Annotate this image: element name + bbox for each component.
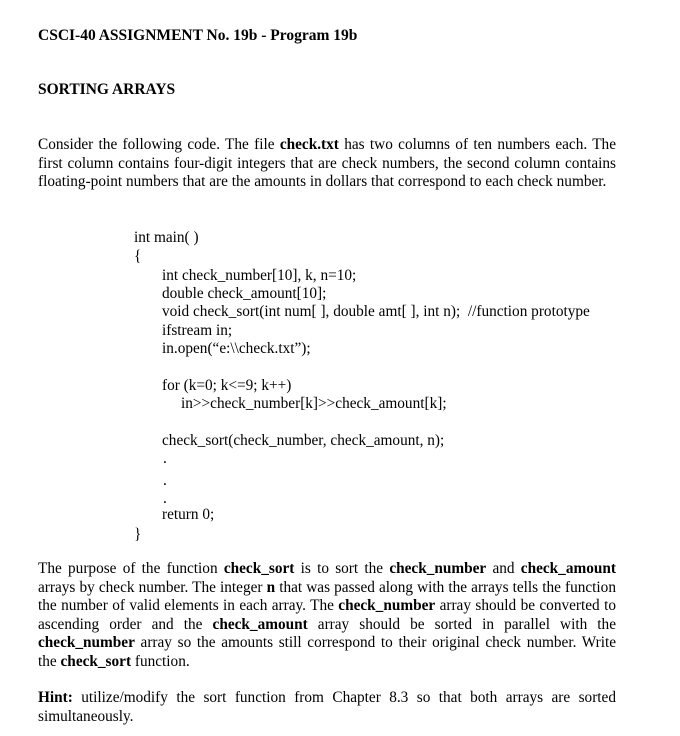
purpose-text: array so the amounts still correspond to their original check number. Write the xyxy=(38,634,616,670)
code-line-5: in.open(“e:\\check.txt”); xyxy=(162,340,311,357)
purpose-bold-term: check_amount xyxy=(520,560,616,577)
purpose-text: array should be converted to ascending order and the xyxy=(38,597,616,633)
purpose-bold-term: check_sort xyxy=(60,652,132,670)
purpose-text: arrays by check number. The integer xyxy=(38,578,267,596)
hint-label: Hint: xyxy=(38,689,73,706)
purpose-text: that was passed along with the arrays tells the function the number of valid elements in each array. The xyxy=(38,578,616,614)
section-title: SORTING ARRAYS xyxy=(38,81,176,98)
code-for-body: in>>check_number[k]>>check_amount[k]; xyxy=(181,395,447,412)
hint-text: utilize/modify the sort function from Chapter 8.3 so that both arrays are sorted simultaneously. xyxy=(38,689,616,725)
code-line-2: double check_amount[10]; xyxy=(162,285,327,302)
code-ellipsis-dot-3: . xyxy=(163,490,167,507)
purpose-text: array should be sorted in parallel with the xyxy=(307,615,616,633)
code-open-brace: { xyxy=(134,248,142,265)
purpose-text: is to sort the xyxy=(294,560,390,577)
purpose-text: and xyxy=(486,560,521,577)
purpose-bold-term: check_number xyxy=(389,560,487,577)
hint-paragraph xyxy=(38,689,616,726)
code-ellipsis-dot-1: . xyxy=(163,450,167,467)
code-close-brace: } xyxy=(134,526,142,543)
code-line-4: ifstream in; xyxy=(162,322,233,339)
purpose-bold-term: check_number xyxy=(338,597,436,614)
code-return: return 0; xyxy=(162,506,215,523)
intro-filename: check.txt xyxy=(279,136,339,153)
code-line-1: int check_number[10], k, n=10; xyxy=(162,267,357,284)
purpose-bold-term: check_amount xyxy=(212,615,308,633)
intro-text-1: Consider the following code. The file xyxy=(38,136,280,153)
intro-text-2: has two columns of ten numbers each. The first column contains four-digit integers that are check numbers, the second column contains floating-point numbers that are the amounts in dollars that correspond to each check number. xyxy=(38,136,616,190)
code-for-loop: for (k=0; k<=9; k++) xyxy=(162,377,292,394)
code-ellipsis-dot-2: . xyxy=(163,472,167,489)
intro-paragraph xyxy=(38,136,616,192)
purpose-bold-term: check_sort xyxy=(223,560,295,577)
purpose-text: function. xyxy=(131,652,190,670)
code-line-3: void check_sort(int num[ ], double amt[ ], int n); //function prototype xyxy=(162,303,590,320)
purpose-bold-term: n xyxy=(266,578,276,596)
code-main-signature: int main( ) xyxy=(134,229,199,246)
purpose-bold-term: check_number xyxy=(38,634,135,651)
assignment-title: CSCI-40 ASSIGNMENT No. 19b - Program 19b xyxy=(38,27,358,44)
code-sort-call: check_sort(check_number, check_amount, n); xyxy=(162,432,445,449)
purpose-paragraph xyxy=(38,560,616,671)
purpose-text: The purpose of the function xyxy=(38,560,224,577)
